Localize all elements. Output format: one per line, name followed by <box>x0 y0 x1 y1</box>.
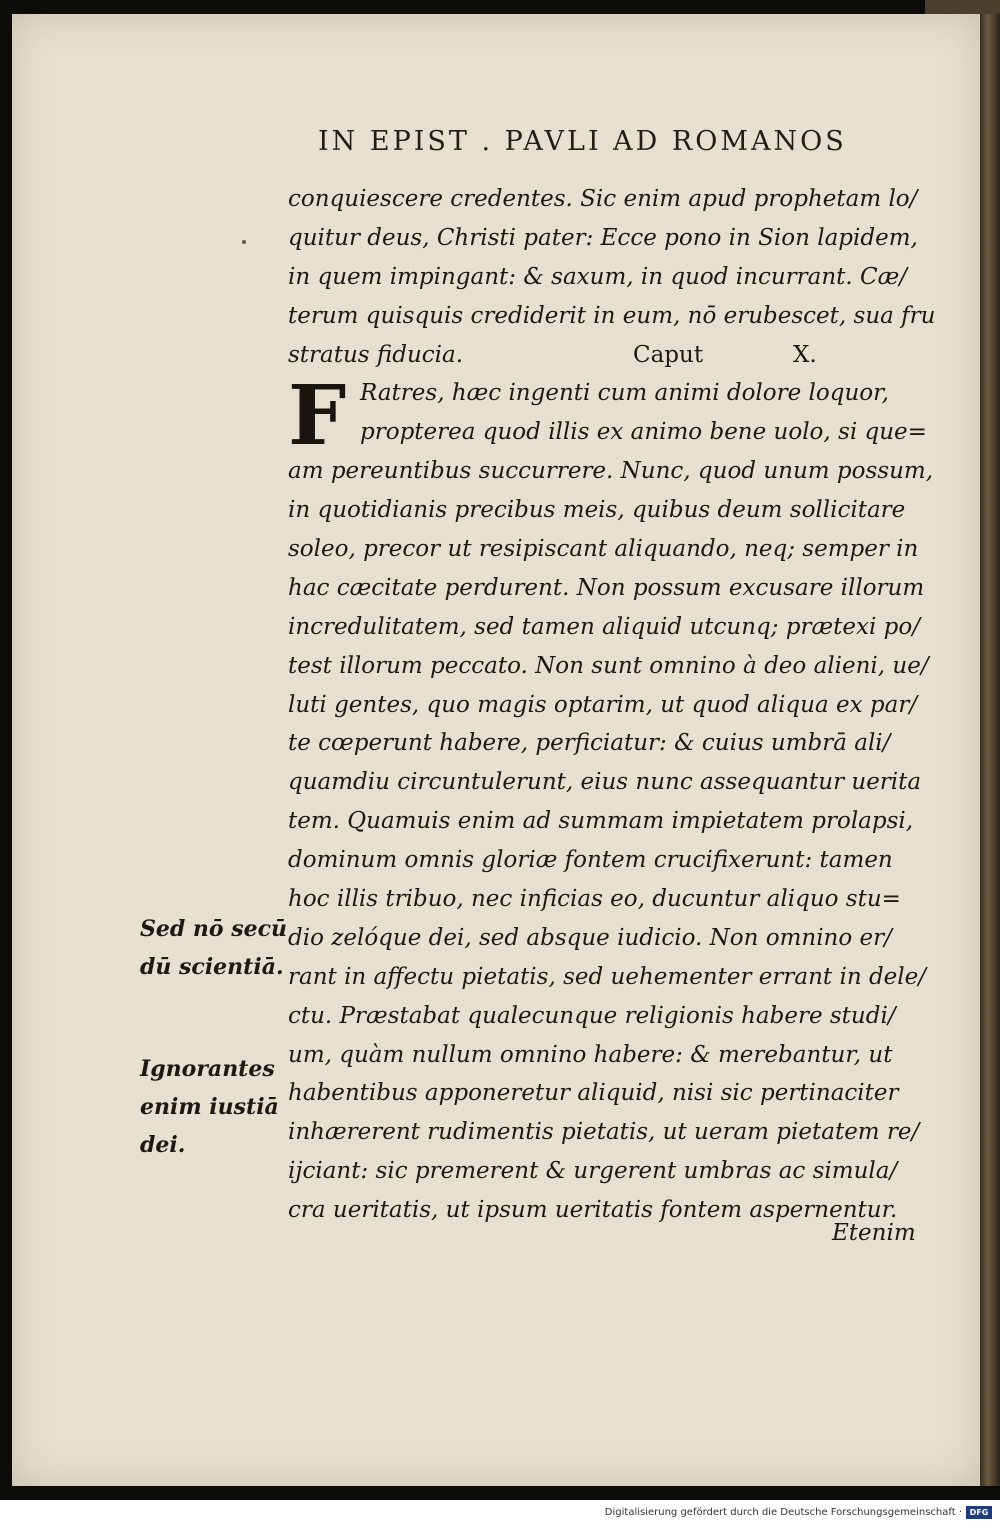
marginal-note-line: Sed nō secū <box>140 916 288 942</box>
marginal-note-line: Ignorantes <box>140 1056 275 1082</box>
text-line: incredulitatem, sed tamen aliquid utcunq; prætexi po/ <box>288 613 920 640</box>
text-line: ctu. Præstabat qualecunque religionis habere studi/ <box>288 1002 896 1029</box>
body-text <box>288 180 936 1230</box>
text-line: hoc illis tribuo, nec inficias eo, ducuntur aliquo stu= <box>288 886 901 913</box>
text-line: dominum omnis gloriæ fontem crucifixerunt: tamen <box>288 847 893 874</box>
marginal-note-line: dei. <box>140 1132 186 1158</box>
text-line: inhærerent rudimentis pietatis, ut ueram pietatem re/ <box>288 1119 920 1146</box>
text-line: test illorum peccato. Non sunt omnino à deo alieni, ue/ <box>288 652 929 679</box>
book-edge-right <box>980 14 1000 1486</box>
text-line: quitur deus, Christi pater: Ecce pono in Sion lapidem, <box>288 224 918 251</box>
marginal-note <box>140 1050 290 1164</box>
text-line: hac cæcitate perdurent. Non possum excusare illorum <box>288 574 925 601</box>
ink-dot <box>242 240 246 244</box>
running-head: IN EPIST . PAVLI AD ROMANOS <box>318 126 847 157</box>
text-line: propterea quod illis ex animo bene uolo, si que= <box>360 419 927 446</box>
text-line: dio zelóque dei, sed absque iudicio. Non omnino er/ <box>288 924 892 951</box>
chapter-label: Caput <box>633 341 704 368</box>
funding-credit: Digitalisierung gefördert durch die Deutsche Forschungsgemeinschaft · <box>604 1507 962 1518</box>
marginal-note-line: enim iustiā <box>140 1094 279 1120</box>
text-line: um, quàm nullum omnino habere: & merebantur, ut <box>288 1041 893 1068</box>
chapter-number: X. <box>793 341 817 368</box>
marginal-note-line: dū scientiā. <box>140 954 284 980</box>
text-line: rant in affectu pietatis, sed uehementer errant in dele/ <box>288 963 926 990</box>
text-line: soleo, precor ut resipiscant aliquando, neq; semper in <box>288 536 919 563</box>
text-line: terum quisquis crediderit in eum, nō erubescet, sua fru <box>288 302 936 329</box>
marginal-note <box>140 910 290 986</box>
text-line: tem. Quamuis enim ad summam impietatem prolapsi, <box>288 808 914 835</box>
text-line: in quem impingant: & saxum, in quod incurrant. Cæ/ <box>288 263 907 290</box>
text-fragment: stratus fiducia. <box>288 341 464 368</box>
text-line: conquiescere credentes. Sic enim apud prophetam lo/ <box>288 186 918 212</box>
drop-cap: F <box>288 368 347 464</box>
catchword: Etenim <box>832 1220 916 1246</box>
text-line: luti gentes, quo magis optarim, ut quod aliqua ex par/ <box>288 691 918 718</box>
chapter-heading-line <box>288 336 928 375</box>
text-line: Ratres, hæc ingenti cum animi dolore loquor, <box>360 380 889 407</box>
text-line: cra ueritatis, ut ipsum ueritatis fontem aspernentur. <box>288 1197 898 1224</box>
text-line: ijciant: sic premerent & urgerent umbras ac simula/ <box>288 1158 898 1185</box>
text-line: quamdiu circuntulerunt, eius nunc assequantur uerita <box>288 769 922 796</box>
text-line: te cœperunt habere, perficiatur: & cuius umbrā ali/ <box>288 730 891 757</box>
dfg-logo: DFG <box>966 1506 992 1519</box>
text-line: am pereuntibus succurrere. Nunc, quod unum possum, <box>288 458 934 485</box>
text-line: habentibus apponeretur aliquid, nisi sic pertinaciter <box>288 1080 899 1107</box>
text-line: in quotidianis precibus meis, quibus deum sollicitare <box>288 497 906 524</box>
